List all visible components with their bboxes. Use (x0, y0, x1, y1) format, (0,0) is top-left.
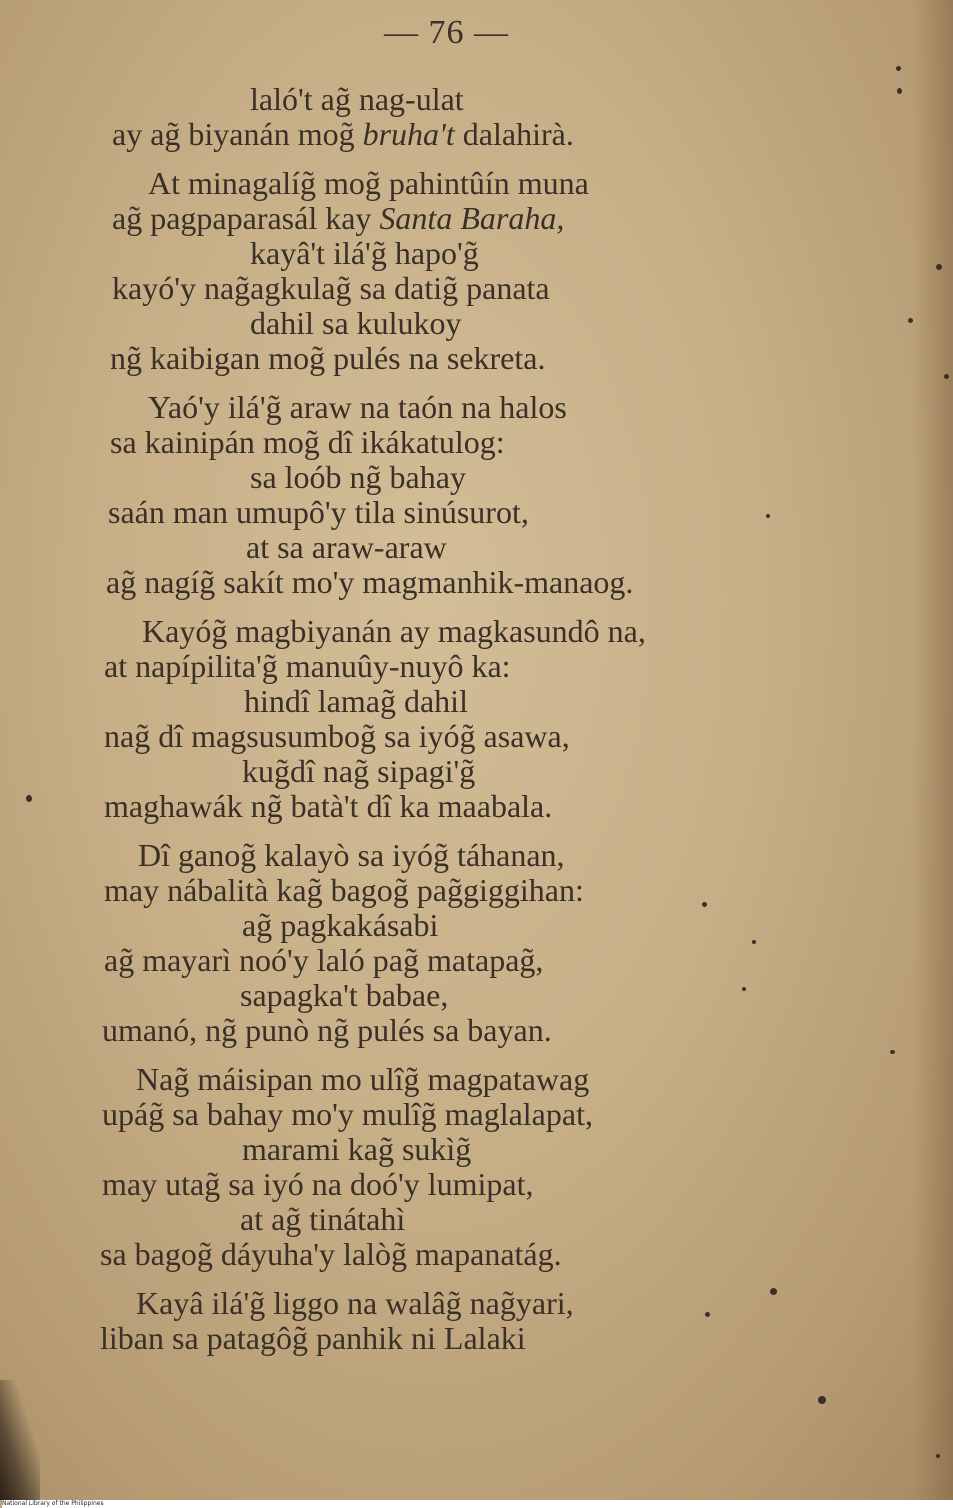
stanza-gap (0, 824, 900, 838)
speck (818, 1396, 826, 1404)
library-watermark: National Library of the Philippines (2, 1500, 953, 1508)
speck (936, 1454, 940, 1458)
poem-text (0, 82, 900, 1356)
speck (897, 88, 902, 94)
poem-line: ag̃ nagíg̃ sakít mo'y magmanhik-manaog. (106, 564, 634, 600)
poem-line: ag̃ mayarì noó'y laló pag̃ matapag̃, (104, 942, 544, 978)
stanza-gap (0, 152, 900, 166)
speck (705, 1312, 710, 1317)
speck (908, 318, 913, 323)
poem-line (0, 117, 900, 152)
italic-term: bruha't (362, 116, 455, 152)
speck (742, 987, 746, 991)
poem-line: Nag̃ máisipan mo ulîg̃ magpatawag (136, 1061, 590, 1097)
poem-line: saán man umupô'y tila sinúsurot, (108, 494, 529, 530)
poem-line: laló't ag̃ nag-ulat (250, 81, 464, 117)
poem-line: ag̃ pagkakásabi (242, 907, 439, 943)
poem-line: nag̃ dî magsusumbog̃ sa iyóg̃ asawa, (104, 718, 570, 754)
speck (26, 795, 32, 802)
poem-line: hindî lamag̃ dahil (244, 683, 468, 719)
poem-line: Yaó'y ilá'g̃ araw na taón na halos (148, 389, 567, 425)
line-text: ag̃ pagpaparasál kay (112, 200, 380, 236)
poem-line: umanó, ng̃ punò ng̃ pulés sa bayan. (102, 1012, 552, 1048)
page-edge-shading (913, 0, 953, 1500)
speck (770, 1288, 777, 1295)
poem-line: sa bagog̃ dáyuha'y lalòg̃ mapanatág. (100, 1236, 562, 1272)
poem-line: may nábalità kag̃ bagog̃ pag̃giggihan: (104, 872, 584, 908)
italic-term: Santa Baraha, (379, 200, 565, 236)
speck (896, 66, 901, 71)
poem-line: sa loób ng̃ bahay (250, 459, 466, 495)
stanza-gap (0, 1272, 900, 1286)
poem-line: at napípilita'g̃ manuûy-nuyô ka: (104, 648, 511, 684)
poem-line: dahil sa kulukoy (250, 305, 462, 341)
poem-line: kayó'y nag̃agkulag̃ sa datig̃ panata (112, 270, 550, 306)
stanza-gap (0, 376, 900, 390)
poem-line: kug̃dî nag̃ sipagi'g̃ (242, 753, 476, 789)
stanza-gap (0, 1048, 900, 1062)
poem-line: ng̃ kaibigan mog̃ pulés na sekreta. (110, 340, 546, 376)
speck (944, 374, 949, 379)
page-corner-shadow (0, 1380, 40, 1500)
poem-line: kayâ't ilá'g̃ hapo'g̃ (250, 235, 479, 271)
poem-line: Dî ganog̃ kalayò sa iyóg̃ táhanan, (138, 837, 565, 873)
poem-line: maghawák ng̃ batà't dî ka maabala. (104, 788, 553, 824)
speck (890, 1050, 895, 1054)
poem-line: at sa araw-araw (246, 529, 447, 565)
stanza-gap (0, 600, 900, 614)
poem-line: Kayóg̃ magbiyanán ay magkasundô na, (142, 613, 646, 649)
speck (936, 264, 942, 270)
poem-line: liban sa patagôg̃ panhik ni Lalaki (100, 1320, 526, 1356)
poem-line (0, 201, 900, 236)
poem-line: marami kag̃ sukìg̃ (242, 1131, 472, 1167)
speck (702, 902, 707, 907)
poem-line: sa kainipán mog̃ dî ikákatulog: (110, 424, 505, 460)
line-text: dalahirà. (454, 116, 574, 152)
poem-line: at ag̃ tinátahì (240, 1201, 406, 1237)
poem-line: upág̃ sa bahay mo'y mulîg̃ maglalapat, (102, 1096, 593, 1132)
line-text: ay ag̃ biyanán mog̃ (112, 116, 363, 152)
page-number: — 76 — (384, 14, 509, 51)
speck (766, 514, 770, 518)
speck (752, 940, 756, 944)
poem-line: sapagka't babae, (240, 977, 449, 1013)
poem-line: Kayâ ilá'g̃ liggo na walâg̃ nag̃yari, (136, 1285, 574, 1321)
poem-line: At minagalíg̃ mog̃ pahintûín muna (148, 165, 589, 201)
poem-line: may utag̃ sa iyó na doó'y lumipat, (102, 1166, 534, 1202)
